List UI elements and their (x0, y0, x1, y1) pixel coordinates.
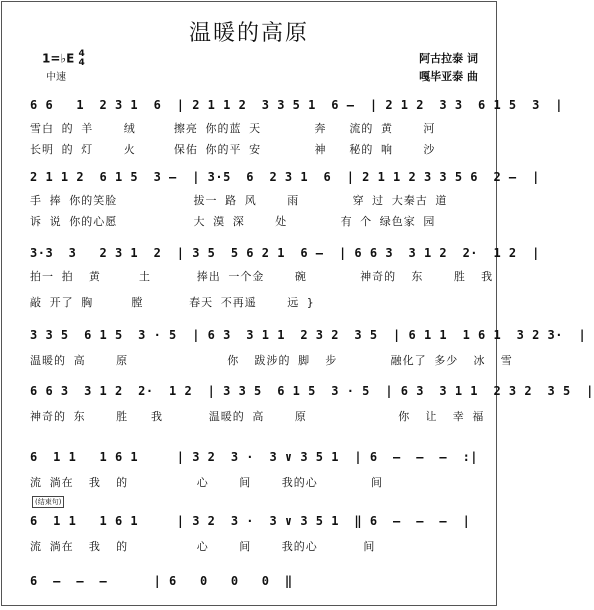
notation-line-8: 6 – – – | 6 0 0 0 ‖ (30, 574, 293, 588)
lyricist-credit: 阿古拉泰 词 (419, 52, 478, 65)
notation-line-6: 6 1 1 1 6 1 | 3 2 3 · 3 ∨ 3 5 1 | 6 – – – :| (30, 450, 479, 464)
key-signature (42, 50, 85, 68)
lyric-line-3a: 拍一 拍 黄 土 捧出 一个金 碗 神奇的 东 胜 我 (30, 270, 494, 283)
lyric-line-2a: 手 捧 你的笑脸 拔一 路 风 雨 穿 过 大秦古 道 (30, 194, 448, 207)
lyric-line-6: 流 淌在 我 的 心 间 我的心 间 (30, 476, 384, 489)
time-signature (78, 50, 84, 68)
lyric-line-1b: 长明 的 灯 火 保佑 你的平 安 神 秘的 响 沙 (30, 143, 436, 156)
time-bottom: 4 (78, 58, 85, 68)
notation-line-3: 3·3 3 2 3 1 2 | 3 5 5 6 2 1 6 – | 6 6 3 3 1 2 2· 1 2 | (30, 246, 540, 260)
notation-line-4: 3 3 5 6 1 5 3 · 5 | 6 3 3 1 1 2 3 2 3 5 | 6 1 1 1 6 1 3 2 3· | (30, 328, 587, 342)
lyric-line-1a: 雪白 的 羊 绒 擦亮 你的蓝 天 奔 流的 黄 河 (30, 122, 436, 135)
lyric-line-7: 流 淌在 我 的 心 间 我的心 间 (30, 540, 376, 553)
lyric-line-2b: 诉 说 你的心愿 大 漠 深 处 有 个 绿色家 园 (30, 215, 436, 228)
time-top: 4 (78, 49, 85, 59)
notation-line-2: 2 1 1 2 6 1 5 3 – | 3·5 6 2 3 1 6 | 2 1 1 2 3 3 5 6 2 – | (30, 170, 540, 184)
lyric-line-4: 温暖的 高 原 你 跋涉的 脚 步 融化了 多少 冰 雪 (30, 354, 513, 367)
notation-line-7: 6 1 1 1 6 1 | 3 2 3 · 3 ∨ 3 5 1 ‖ 6 – – – | (30, 514, 471, 528)
lyric-line-5: 神奇的 东 胜 我 温暖的 高 原 你 让 幸 福 (30, 410, 485, 423)
key-label: 1=♭E (42, 51, 75, 66)
ending-section-tag: (结束句) (32, 496, 64, 508)
lyric-line-3b: 敲 开了 胸 膛 春天 不再遥 远 } (30, 296, 315, 309)
notation-line-5: 6 6 3 3 1 2 2· 1 2 | 3 3 5 6 1 5 3 · 5 | 6 3 3 1 1 2 3 2 3 5 | (30, 384, 594, 398)
score-sheet (1, 1, 594, 606)
notation-line-1: 6 6 1 2 3 1 6 | 2 1 1 2 3 3 5 1 6 – | 2 1 2 3 3 6 1 5 3 | (30, 98, 563, 112)
song-title: 温暖的高原 (188, 21, 309, 46)
composer-credit: 嘎毕亚泰 曲 (419, 70, 478, 83)
tempo-marking: 中速 (46, 72, 66, 83)
